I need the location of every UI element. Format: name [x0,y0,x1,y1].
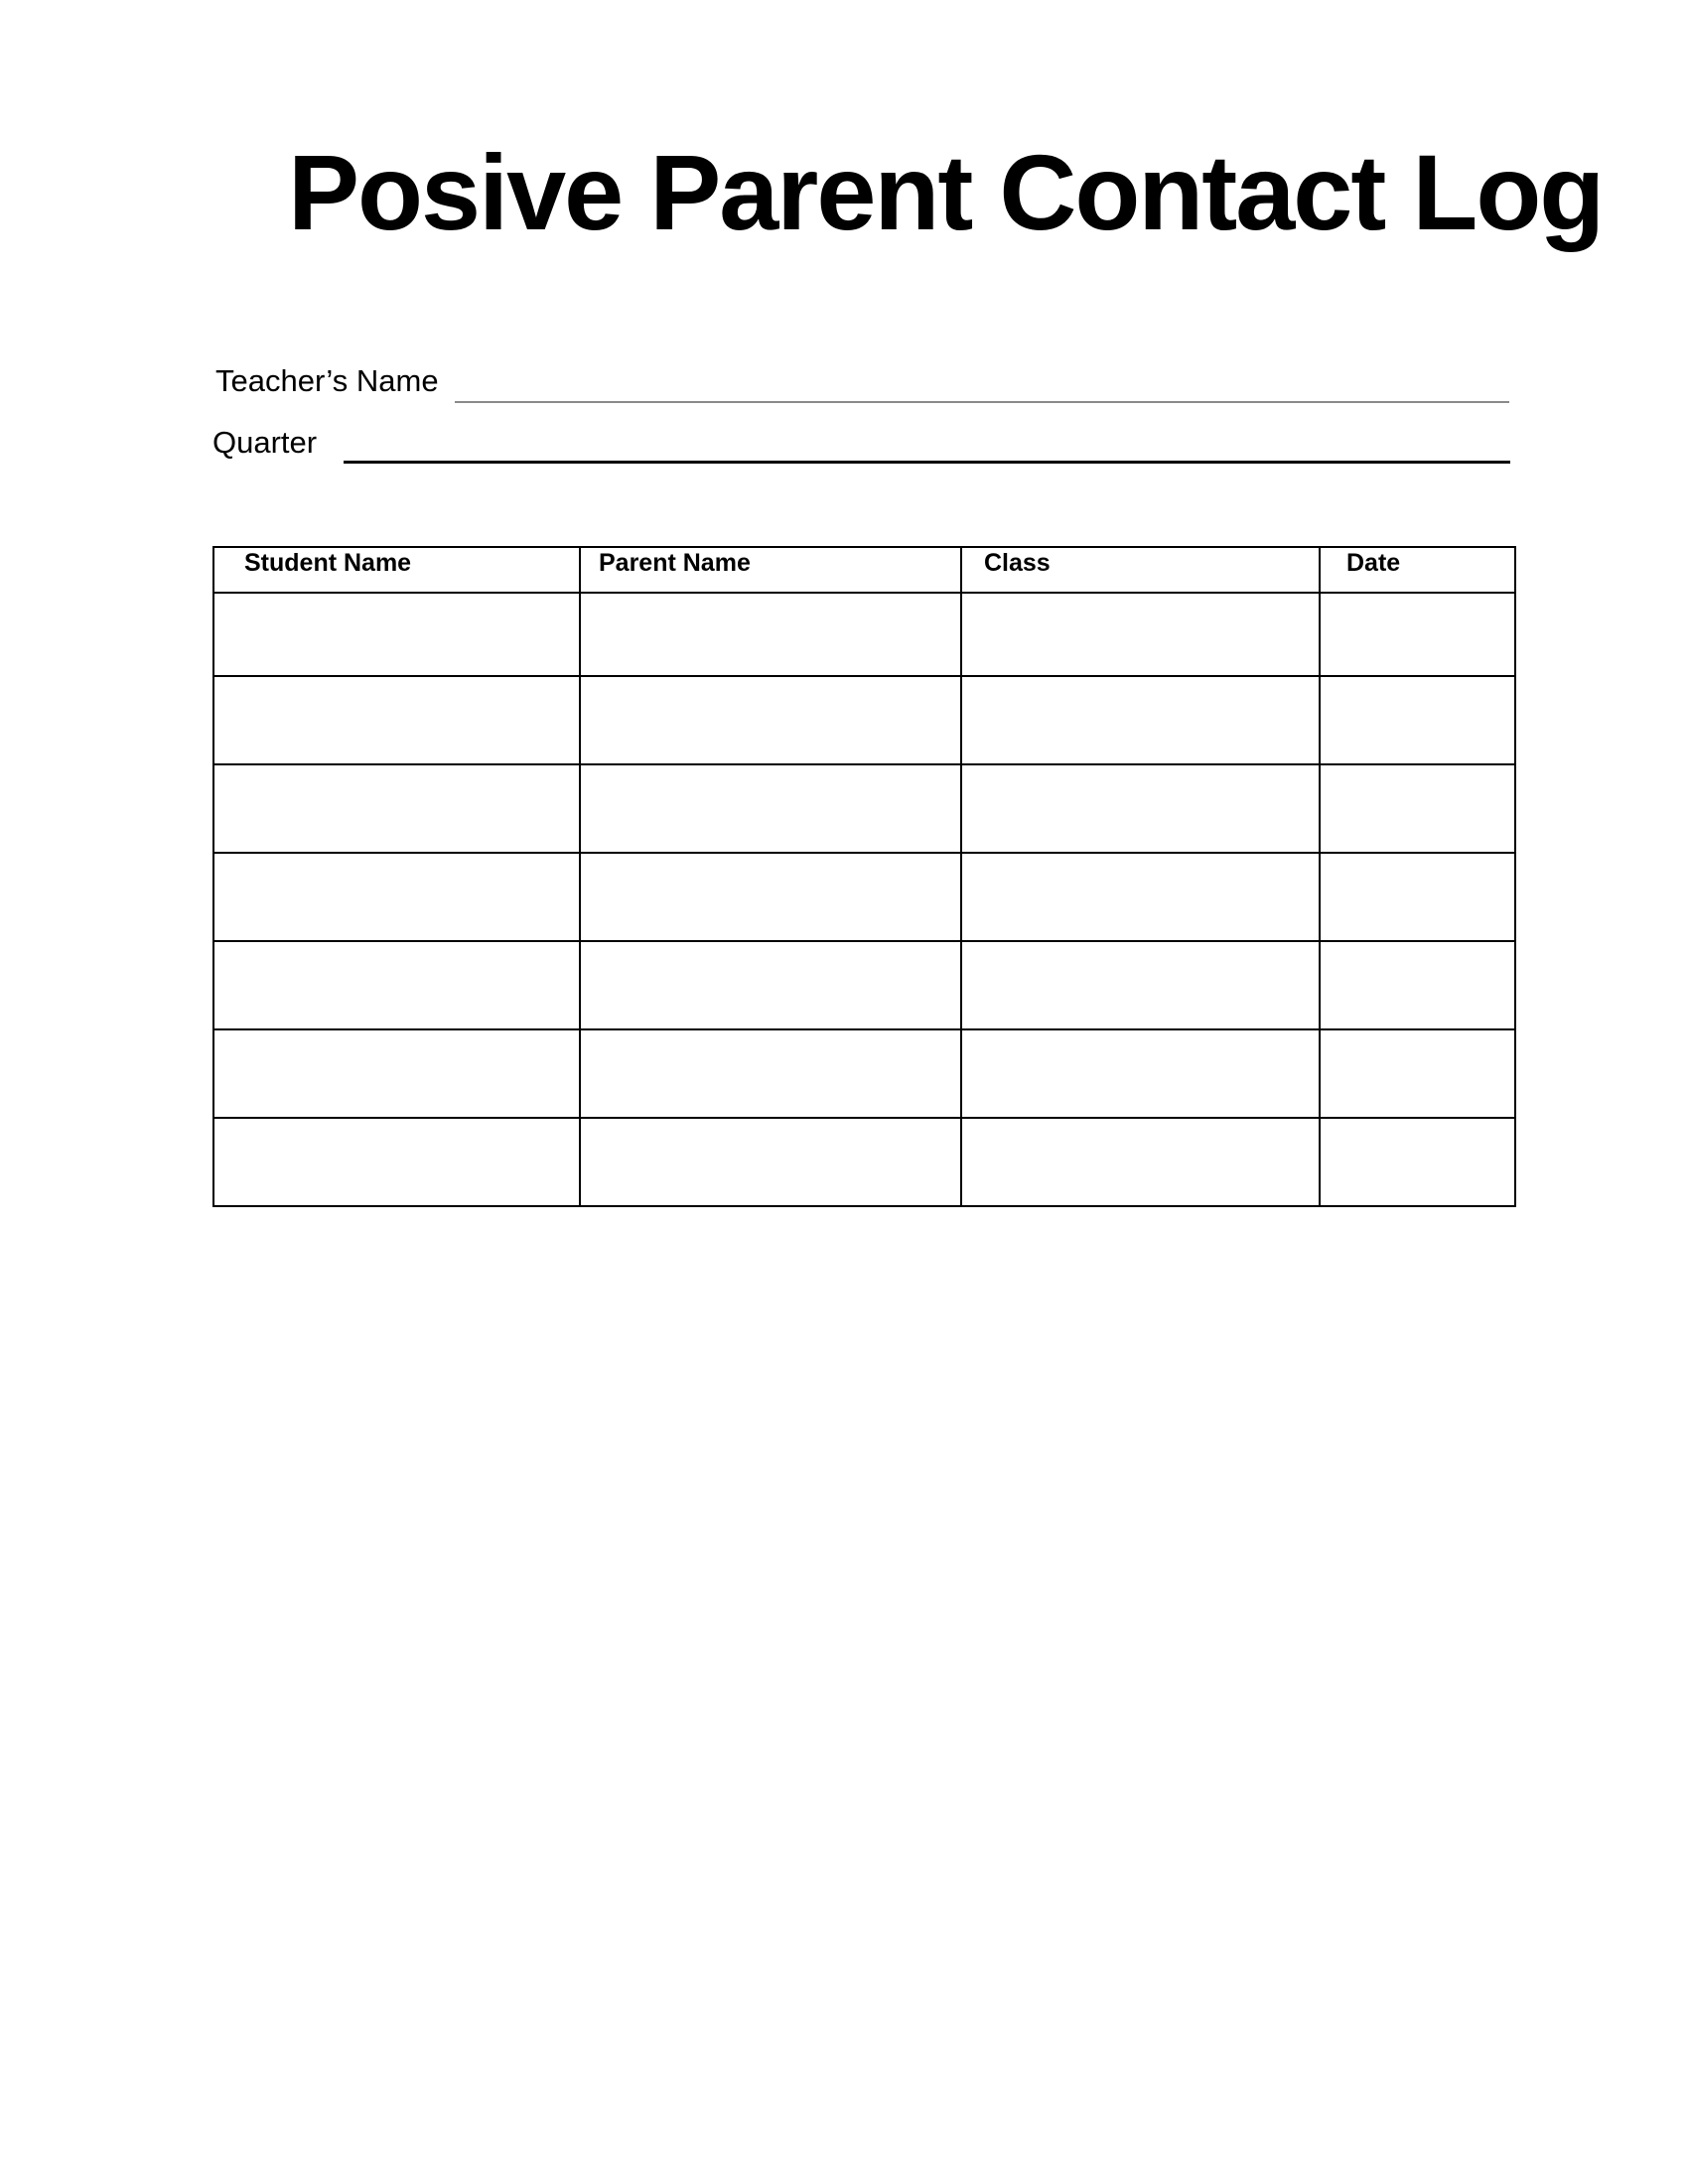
class-cell[interactable] [961,764,1320,853]
table-row [213,593,1515,676]
student-name-cell[interactable] [213,593,580,676]
date-cell[interactable] [1320,941,1515,1029]
table-row [213,676,1515,764]
student-name-cell[interactable] [213,853,580,941]
parent-name-cell[interactable] [580,764,961,853]
table-row [213,764,1515,853]
parent-name-cell[interactable] [580,853,961,941]
table-row [213,853,1515,941]
student-name-cell[interactable] [213,764,580,853]
contact-log-table [212,546,1516,1207]
table-row [213,941,1515,1029]
student-name-cell[interactable] [213,1118,580,1206]
class-cell[interactable] [961,1029,1320,1118]
parent-name-cell[interactable] [580,676,961,764]
class-cell[interactable] [961,676,1320,764]
student-name-cell[interactable] [213,676,580,764]
table-row [213,1118,1515,1206]
table-row [213,1029,1515,1118]
class-cell[interactable] [961,941,1320,1029]
table-header-row [213,547,1515,593]
parent-name-cell[interactable] [580,941,961,1029]
header-student-name: Student Name [213,547,580,593]
date-cell[interactable] [1320,1118,1515,1206]
quarter-label: Quarter [212,425,318,460]
student-name-cell[interactable] [213,1029,580,1118]
quarter-field[interactable] [344,461,1510,464]
teacher-name-label: Teacher’s Name [215,363,439,398]
class-cell[interactable] [961,1118,1320,1206]
date-cell[interactable] [1320,593,1515,676]
parent-name-cell[interactable] [580,593,961,676]
date-cell[interactable] [1320,853,1515,941]
teacher-name-field[interactable] [455,401,1509,403]
parent-name-cell[interactable] [580,1118,961,1206]
class-cell[interactable] [961,853,1320,941]
parent-name-cell[interactable] [580,1029,961,1118]
header-class: Class [961,547,1320,593]
class-cell[interactable] [961,593,1320,676]
header-date: Date [1320,547,1515,593]
header-parent-name: Parent Name [580,547,961,593]
date-cell[interactable] [1320,1029,1515,1118]
date-cell[interactable] [1320,764,1515,853]
date-cell[interactable] [1320,676,1515,764]
student-name-cell[interactable] [213,941,580,1029]
page-title: Posive Parent Contact Log [288,132,1604,252]
